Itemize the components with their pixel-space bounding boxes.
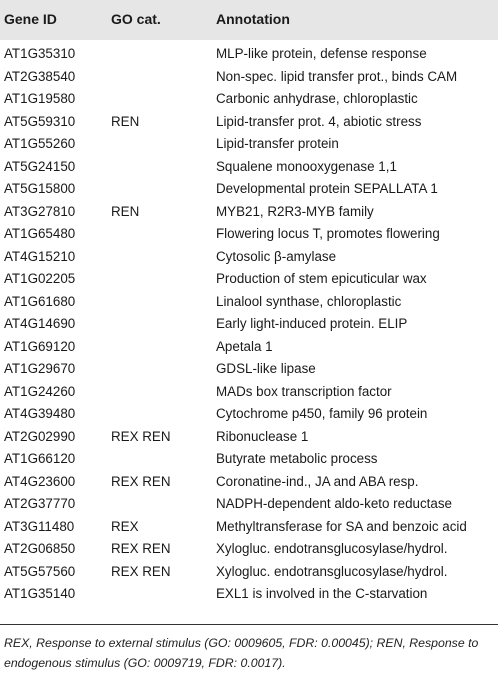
table-row xyxy=(0,291,498,314)
table-row xyxy=(0,493,498,516)
table-row xyxy=(0,336,498,359)
table-bottom-rule xyxy=(0,624,498,625)
table-row xyxy=(0,88,498,111)
go-cat-cell: REN xyxy=(111,113,140,129)
annotation-cell: Linalool synthase, chloroplastic xyxy=(216,293,402,309)
table-row xyxy=(0,43,498,66)
gene-id-cell: AT2G37770 xyxy=(4,496,76,511)
table-row xyxy=(0,448,498,471)
annotation-cell: Lipid-transfer prot. 4, abiotic stress xyxy=(216,113,422,129)
gene-id-cell: AT5G15800 xyxy=(4,181,76,196)
gene-id-cell: AT1G24260 xyxy=(4,383,76,399)
gene-id-cell: AT3G11480 xyxy=(4,518,75,534)
annotation-cell: GDSL-like lipase xyxy=(216,361,316,376)
header-go-cat: GO cat. xyxy=(111,11,161,27)
annotation-cell: Methyltransferase for SA and benzoic acid xyxy=(216,518,467,534)
table-row xyxy=(0,66,498,89)
annotation-cell: Non-spec. lipid transfer prot., binds CAM xyxy=(216,68,458,84)
gene-id-cell: AT4G23600 xyxy=(4,473,76,489)
table-row xyxy=(0,268,498,291)
go-cat-cell: REX REN xyxy=(111,473,171,489)
annotation-cell: Early light-induced protein. ELIP xyxy=(216,316,408,331)
gene-id-cell: AT1G29670 xyxy=(4,361,76,376)
gene-id-cell: AT4G39480 xyxy=(4,406,76,421)
gene-id-cell: AT1G66120 xyxy=(4,451,76,466)
gene-id-cell: AT5G24150 xyxy=(4,158,76,174)
table-row xyxy=(0,516,498,539)
annotation-cell: Cytosolic β-amylase xyxy=(216,248,337,264)
table-row xyxy=(0,313,498,336)
table-row xyxy=(0,223,498,246)
go-cat-cell: REX xyxy=(111,518,139,534)
annotation-cell: Developmental protein SEPALLATA 1 xyxy=(216,181,438,196)
gene-id-cell: AT1G19580 xyxy=(4,91,76,106)
table-row xyxy=(0,178,498,201)
annotation-cell: Production of stem epicuticular wax xyxy=(216,271,427,286)
header-gene-id: Gene ID xyxy=(4,11,57,27)
gene-id-cell: AT1G65480 xyxy=(4,226,76,241)
gene-id-cell: AT1G35310 xyxy=(4,46,76,61)
go-cat-cell: REN xyxy=(111,203,140,219)
annotation-cell: Cytochrome p450, family 96 protein xyxy=(216,406,428,421)
go-cat-cell: REX REN xyxy=(111,541,171,556)
annotation-cell: Xylogluc. endotransglucosylase/hydrol. xyxy=(216,541,448,556)
gene-id-cell: AT2G06850 xyxy=(4,541,76,556)
table-row xyxy=(0,381,498,404)
table-row xyxy=(0,471,498,494)
table-row xyxy=(0,561,498,584)
annotation-cell: EXL1 is involved in the C-starvation xyxy=(216,586,428,601)
annotation-cell: MLP-like protein, defense response xyxy=(216,46,427,61)
table-row xyxy=(0,583,498,606)
annotation-cell: Coronatine-ind., JA and ABA resp. xyxy=(216,473,419,489)
annotation-cell: MADs box transcription factor xyxy=(216,383,392,399)
annotation-cell: Carbonic anhydrase, chloroplastic xyxy=(216,91,418,106)
gene-id-cell: AT1G69120 xyxy=(4,338,76,354)
annotation-cell: Xylogluc. endotransglucosylase/hydrol. xyxy=(216,563,448,579)
annotation-cell: NADPH-dependent aldo-keto reductase xyxy=(216,496,452,511)
gene-id-cell: AT5G57560 xyxy=(4,563,76,579)
table-row xyxy=(0,246,498,269)
gene-id-cell: AT3G27810 xyxy=(4,203,76,219)
go-cat-cell: REX REN xyxy=(111,428,171,444)
table-row xyxy=(0,403,498,426)
gene-id-cell: AT2G38540 xyxy=(4,68,76,84)
go-cat-cell: REX REN xyxy=(111,563,171,579)
gene-id-cell: AT4G15210 xyxy=(4,248,76,264)
header-annotation: Annotation xyxy=(216,11,290,27)
gene-id-cell: AT1G02205 xyxy=(4,271,76,286)
table-row xyxy=(0,201,498,224)
gene-id-cell: AT1G35140 xyxy=(4,586,76,601)
annotation-cell: Squalene monooxygenase 1,1 xyxy=(216,158,397,174)
annotation-cell: Lipid-transfer protein xyxy=(216,136,339,151)
gene-id-cell: AT2G02990 xyxy=(4,428,76,444)
table-row xyxy=(0,111,498,134)
table-footnote: REX, Response to external stimulus (GO: 0009605, FDR: 0.00045); REN, Response to endogenous stimulus (GO: 0009719, FDR: 0.0017). xyxy=(4,636,479,670)
table-body xyxy=(0,43,498,606)
gene-id-cell: AT1G61680 xyxy=(4,293,76,309)
annotation-cell: Ribonuclease 1 xyxy=(216,428,309,444)
table-header xyxy=(0,0,498,40)
annotation-cell: Apetala 1 xyxy=(216,338,273,354)
table-row xyxy=(0,156,498,179)
table-row xyxy=(0,133,498,156)
gene-id-cell: AT5G59310 xyxy=(4,113,76,129)
gene-id-cell: AT1G55260 xyxy=(4,136,76,151)
table-row xyxy=(0,358,498,381)
annotation-cell: Butyrate metabolic process xyxy=(216,451,378,466)
table-row xyxy=(0,538,498,561)
annotation-cell: MYB21, R2R3-MYB family xyxy=(216,203,374,219)
gene-id-cell: AT4G14690 xyxy=(4,316,76,331)
annotation-cell: Flowering locus T, promotes flowering xyxy=(216,226,440,241)
table-row xyxy=(0,426,498,449)
